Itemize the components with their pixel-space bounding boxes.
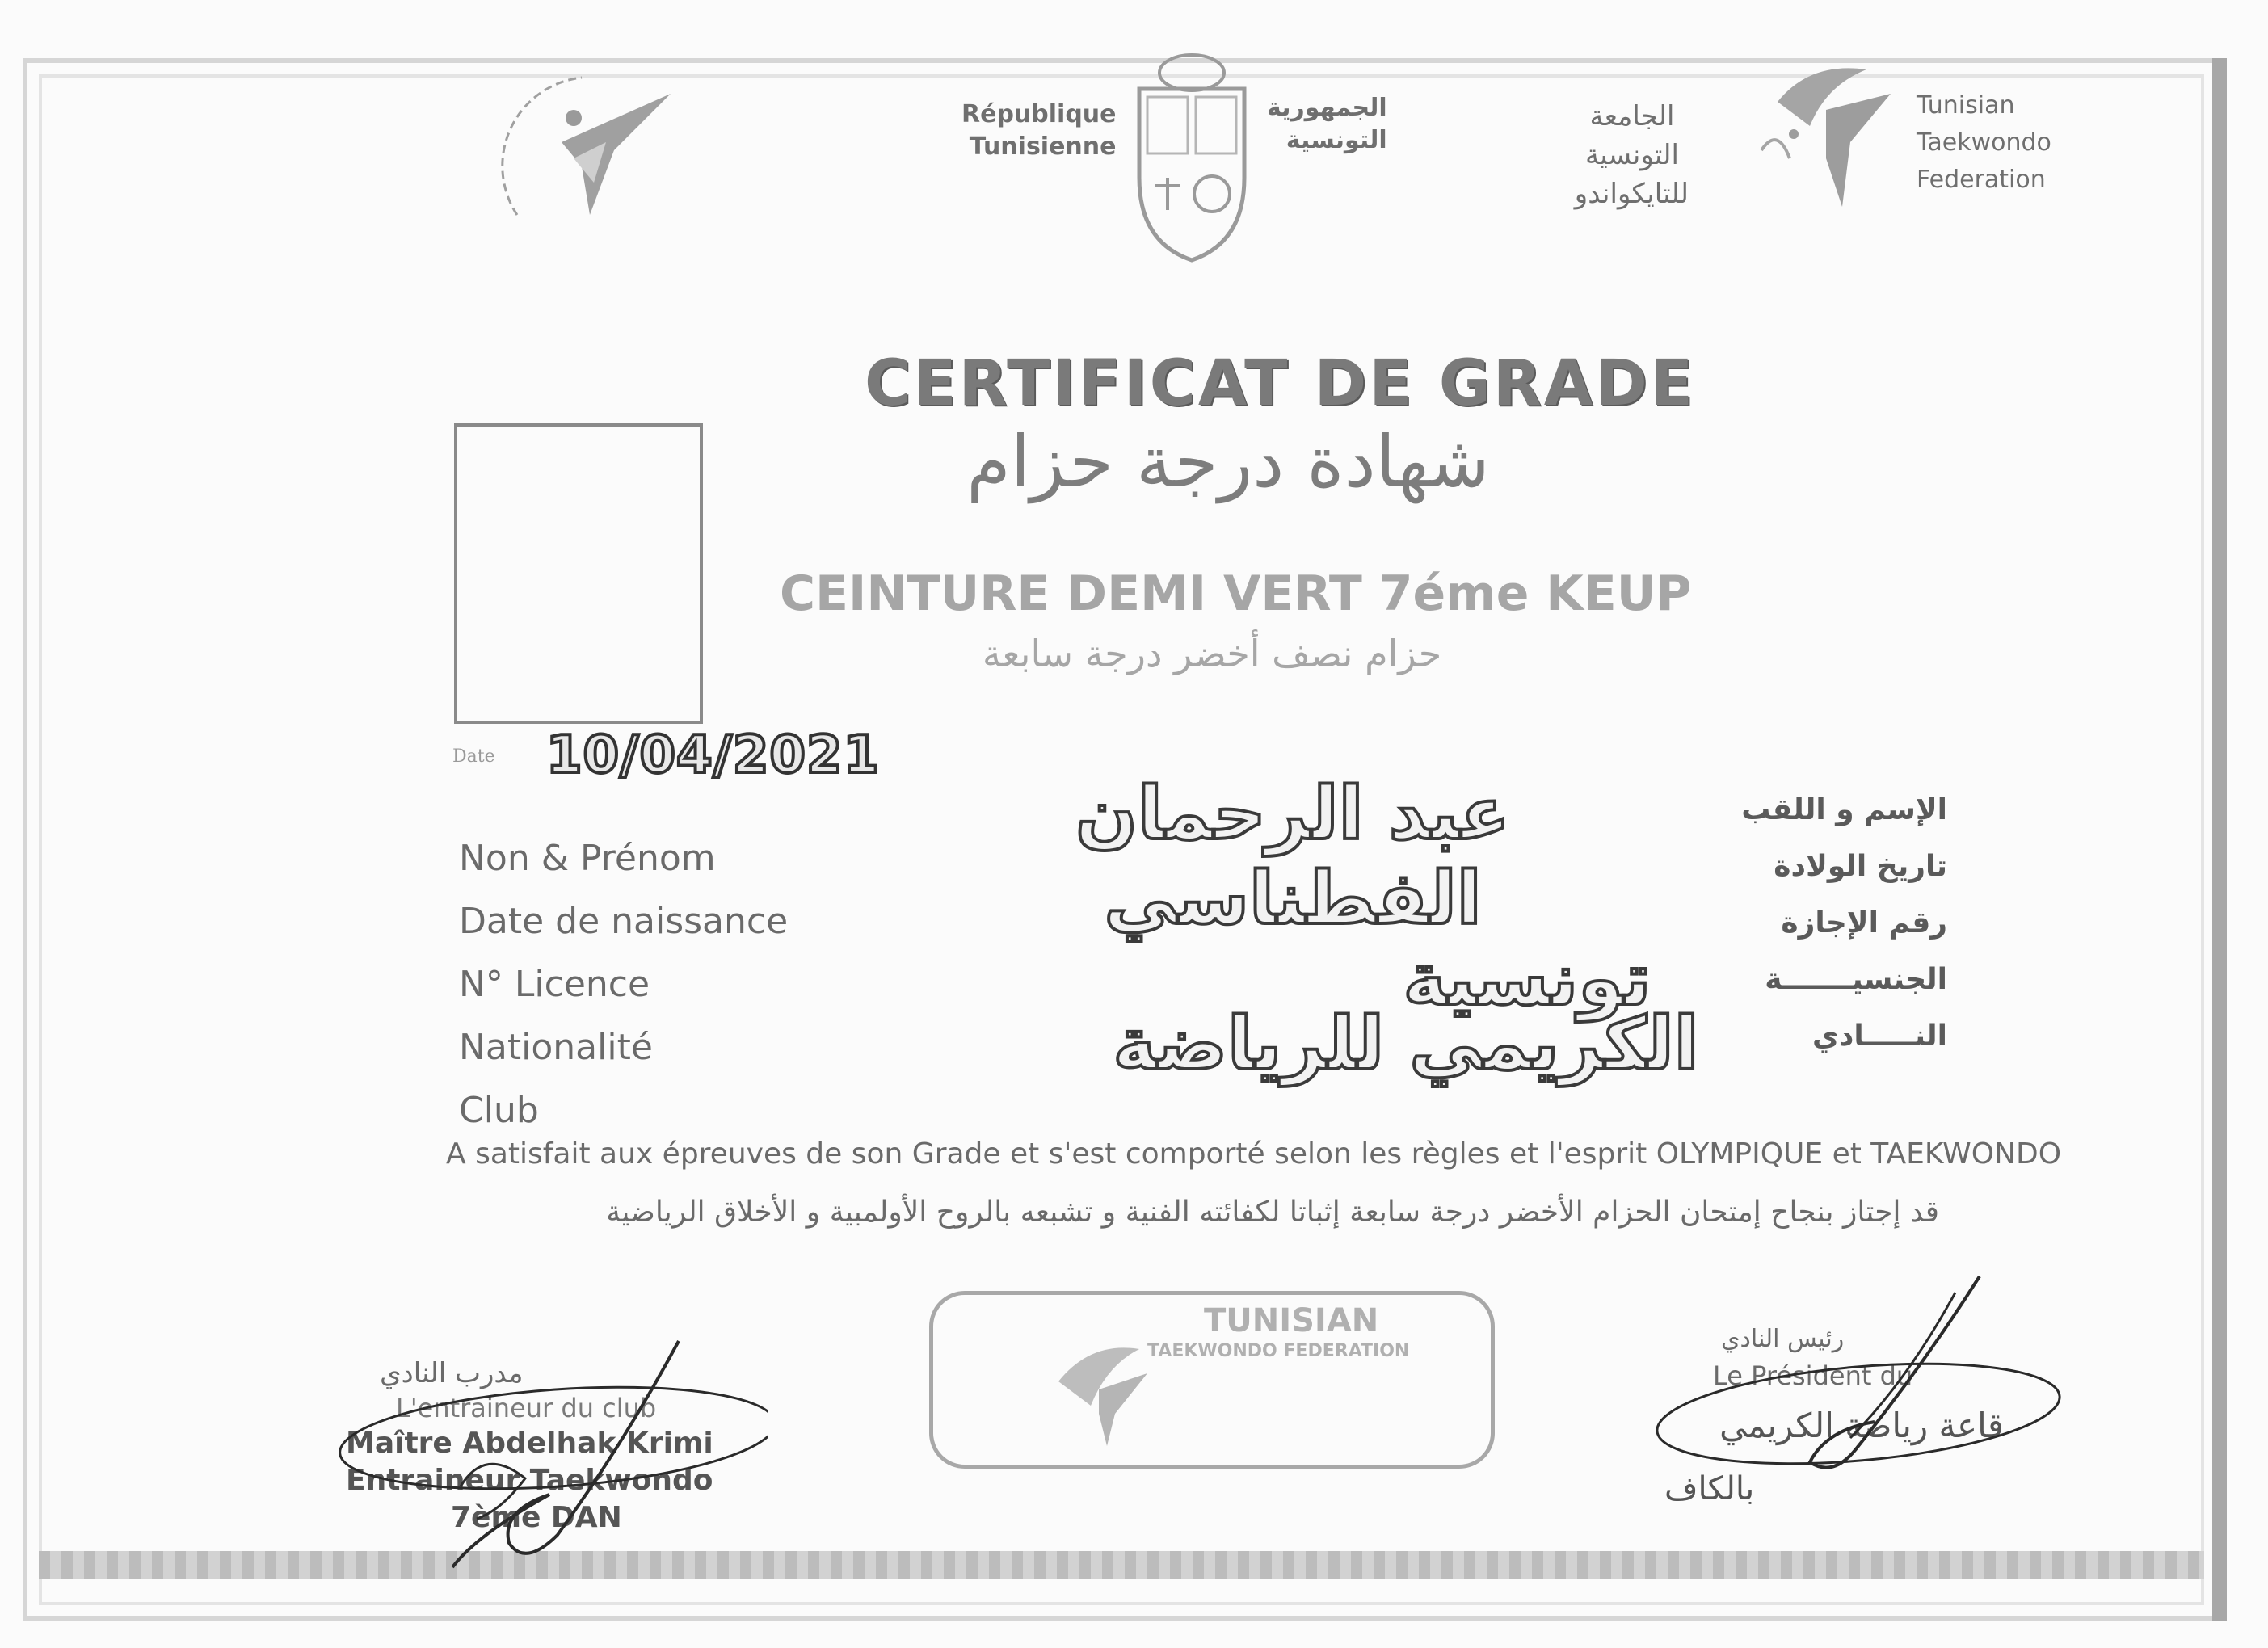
- president-label-ar: رئيس النادي: [1721, 1325, 1845, 1353]
- federation-logo: [1745, 53, 1907, 215]
- world-taekwondo-logo: [485, 61, 695, 239]
- grade-title-fr: CEINTURE DEMI VERT 7éme KEUP: [780, 565, 1692, 622]
- photo-placeholder: [454, 423, 703, 724]
- stamp-logo: [1042, 1333, 1155, 1454]
- certificate-title-fr: CERTIFICAT DE GRADE: [865, 347, 1696, 420]
- coach-rank: 7ème DAN: [451, 1501, 622, 1534]
- coach-name: Maître Abdelhak Krimi: [346, 1427, 713, 1460]
- date-value: 10/04/2021: [546, 725, 880, 785]
- statement-fr: A satisfait aux épreuves de son Grade et s'est comporté selon les règles et l'esprit OLYMPIQUE et TAEKWONDO: [446, 1137, 2062, 1171]
- label-nationality-ar: الجنسيـــــــة: [1765, 963, 1947, 996]
- president-club-ar: قاعة رياضة الكريمي: [1719, 1406, 2004, 1445]
- field-labels-ar: [1705, 782, 1947, 1065]
- federation-en: Tunisian Taekwondo Federation: [1917, 91, 2051, 194]
- nationality-value: تونسية: [1403, 937, 1652, 1022]
- president-signature: [1648, 1260, 2117, 1519]
- president-label-fr: Le Président du: [1713, 1360, 1913, 1391]
- field-labels-fr: [459, 827, 788, 1142]
- republic-fr: République Tunisienne: [961, 100, 1117, 161]
- label-birthdate-ar: تاريخ الولادة: [1774, 850, 1947, 883]
- stamp-title: TUNISIAN: [1204, 1302, 1379, 1339]
- label-birthdate-fr: Date de naissance: [459, 901, 789, 942]
- label-club-fr: Club: [459, 1090, 539, 1131]
- label-name-ar: الإسم و اللقب: [1741, 793, 1947, 826]
- statement-ar: قد إجتاز بنجاح إمتحان الحزام الأخضر درجة سابعة إثباتا لكفائته الفنية و تشبعه بالروح الأولمبية و الأخلاق الرياضية: [606, 1196, 1939, 1229]
- holder-name-value: عبد الرحمان الفطناسي: [1075, 771, 1510, 941]
- republic-ar: الجمهورية التونسية: [1267, 94, 1387, 154]
- coach-label-fr: L'entraineur du club: [396, 1393, 657, 1423]
- grade-title-ar: حزام نصف أخضر درجة سابعة: [982, 632, 1442, 675]
- label-licence-fr: N° Licence: [459, 964, 650, 1005]
- coach-signature: [315, 1325, 768, 1583]
- date-label: Date: [452, 746, 495, 767]
- coach-title: Entraineur Taekwondo: [346, 1464, 713, 1497]
- label-club-ar: النـــــادي: [1811, 1019, 1947, 1053]
- label-nationality-fr: Nationalité: [459, 1027, 653, 1068]
- label-licence-ar: رقم الإجازة: [1781, 906, 1947, 940]
- coach-label-ar: مدرب النادي: [380, 1357, 524, 1389]
- certificate-title-ar: شهادة درجة حزام: [966, 420, 1490, 503]
- coat-of-arms-emblem: [1123, 48, 1260, 267]
- club-value: الكريمي للرياضة: [1113, 1002, 1699, 1087]
- stamp-subtitle: TAEKWONDO FEDERATION: [1147, 1341, 1410, 1361]
- federation-ar: الجامعة التونسية للتايكواندو: [1574, 100, 1689, 210]
- right-scan-edge: [2212, 58, 2227, 1621]
- label-name-fr: Non & Prénom: [459, 838, 716, 879]
- president-club-ar2: بالكاف: [1664, 1470, 1755, 1507]
